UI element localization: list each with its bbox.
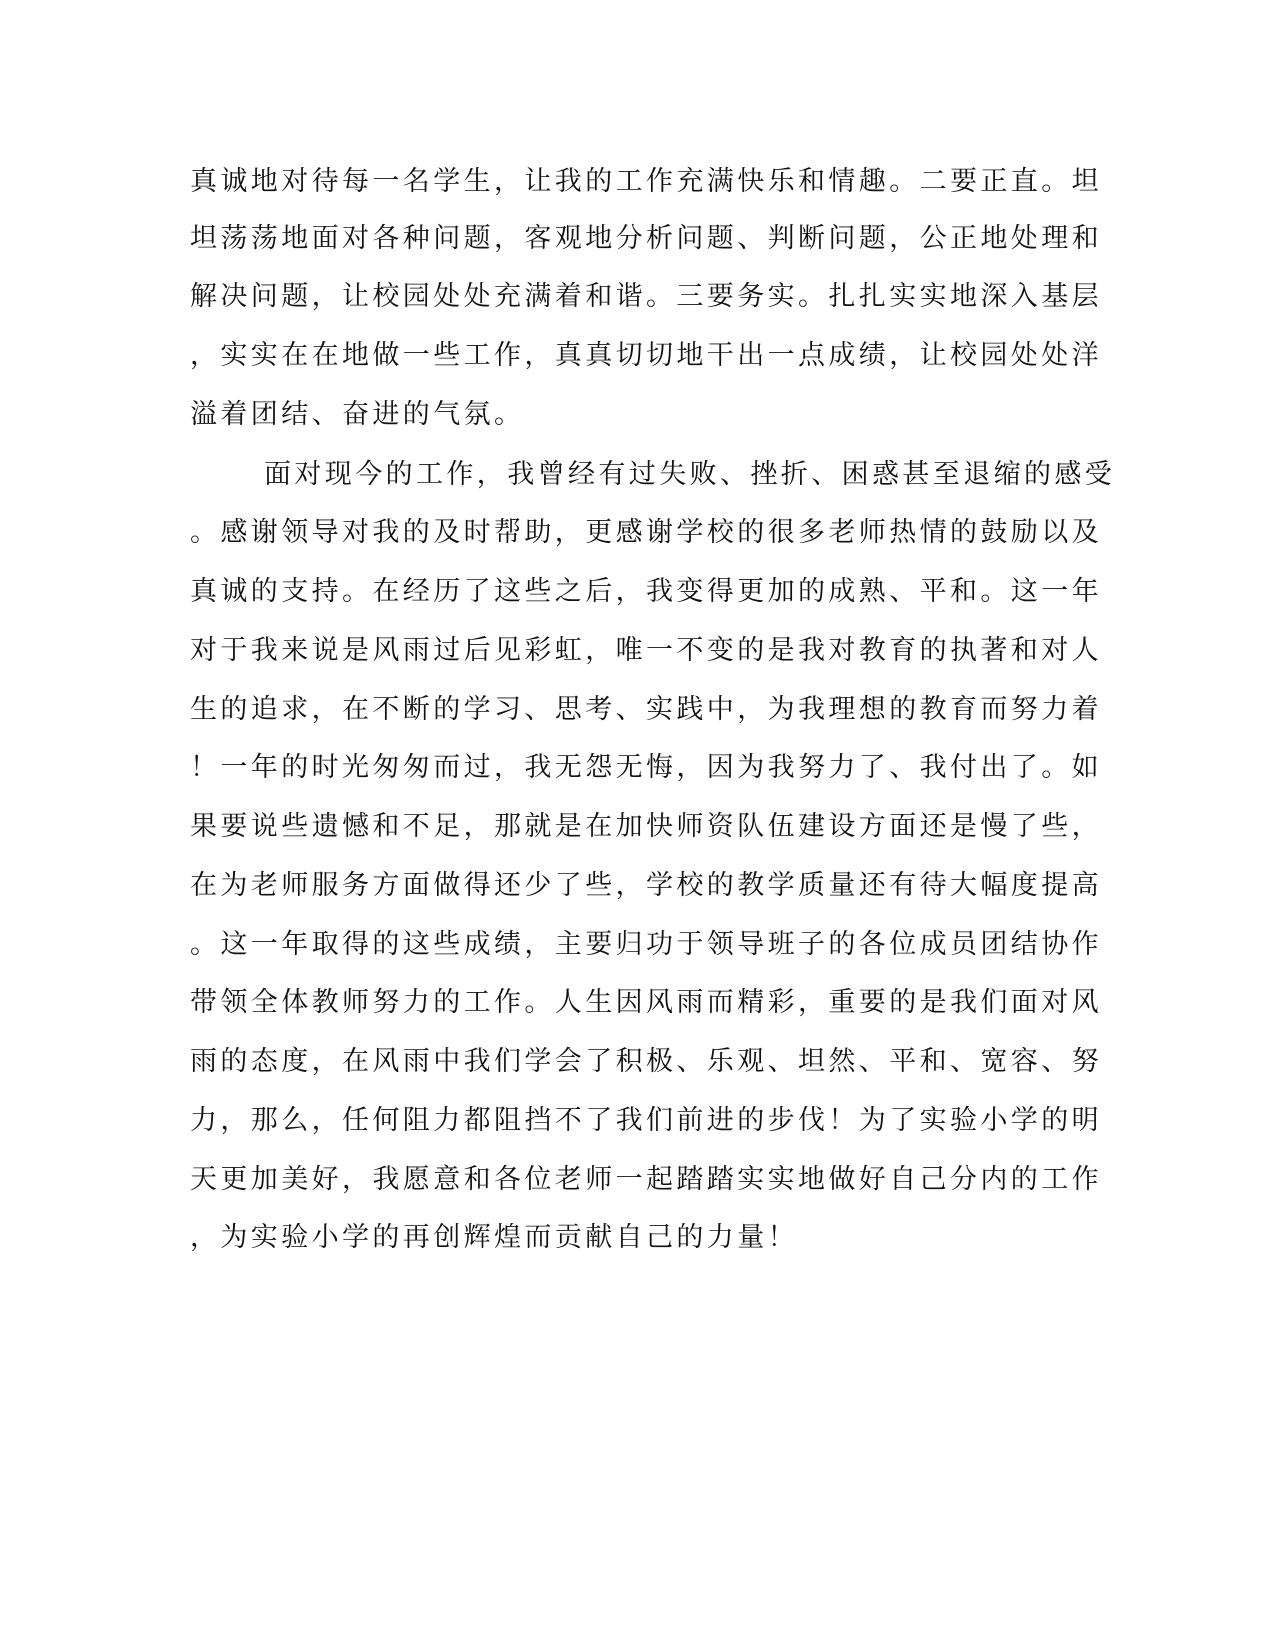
paragraph-1-line: 坦荡荡地面对各种问题，客观地分析问题、判断问题，公正地处理和: [190, 223, 1102, 254]
paragraph-2-line: 带领全体教师努力的工作。人生因风雨而精彩，重要的是我们面对风: [190, 987, 1102, 1018]
paragraph-2-line: ，为实验小学的再创辉煌而贡献自己的力量！: [190, 1222, 798, 1253]
paragraph-2-line: 生的追求，在不断的学习、思考、实践中，为我理想的教育而努力着: [190, 694, 1102, 725]
paragraph-2-line: 。这一年取得的这些成绩，主要归功于领导班子的各位成员团结协作: [190, 929, 1102, 960]
paragraph-2-line: 果要说些遗憾和不足，那就是在加快师资队伍建设方面还是慢了些，: [190, 811, 1102, 842]
paragraph-2-line: 力，那么，任何阻力都阻挡不了我们前进的步伐！为了实验小学的明: [190, 1105, 1102, 1136]
paragraph-2-line: 面对现今的工作，我曾经有过失败、挫折、困惑甚至退缩的感受: [264, 459, 1116, 490]
paragraph-2-line: 。感谢领导对我的及时帮助，更感谢学校的很多老师热情的鼓励以及: [190, 517, 1102, 548]
paragraph-1-line: 真诚地对待每一名学生，让我的工作充满快乐和情趣。二要正直。坦: [190, 166, 1102, 197]
paragraph-2-line: 真诚的支持。在经历了这些之后，我变得更加的成熟、平和。这一年: [190, 576, 1102, 607]
paragraph-2-line: 雨的态度，在风雨中我们学会了积极、乐观、坦然、平和、宽容、努: [190, 1046, 1102, 1077]
paragraph-2-line: 对于我来说是风雨过后见彩虹，唯一不变的是我对教育的执著和对人: [190, 635, 1102, 666]
paragraph-1-line: 解决问题，让校园处处充满着和谐。三要务实。扎扎实实地深入基层: [190, 281, 1102, 312]
paragraph-2-line: ！一年的时光匆匆而过，我无怨无悔，因为我努力了、我付出了。如: [190, 752, 1102, 783]
paragraph-1-line: ，实实在在地做一些工作，真真切切地干出一点成绩，让校园处处洋: [190, 340, 1102, 371]
paragraph-1-line: 溢着团结、奋进的气氛。: [190, 399, 525, 430]
paragraph-2-line: 在为老师服务方面做得还少了些，学校的教学质量还有待大幅度提高: [190, 870, 1102, 901]
paragraph-2-line: 天更加美好，我愿意和各位老师一起踏踏实实地做好自己分内的工作: [190, 1164, 1102, 1195]
